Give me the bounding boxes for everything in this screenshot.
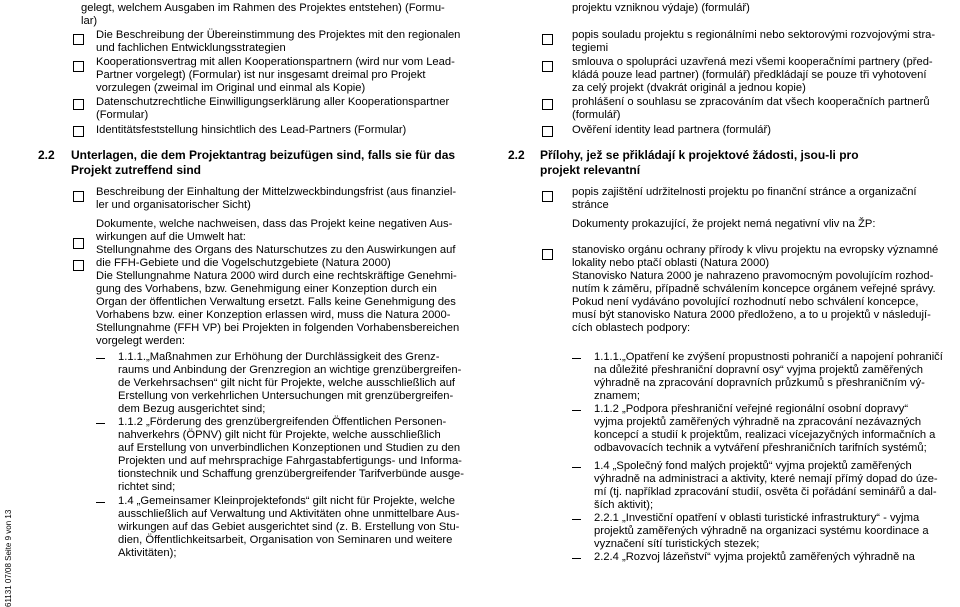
bullet-item: 2.2.4 „Rozvoj lázeňství“ vyjma projektů zaměřených výhradně na — [594, 551, 915, 563]
item-text: Kooperationsvertrag mit allen Kooperationspartnern (wird nur vom Lead- Partner vorgelegt) (Formular) ist nur insgesamt dreimal pro Projekt vorzulegen (zweimal im Original und einmal als Kopie) — [96, 56, 455, 94]
item-text: Beschreibung der Einhaltung der Mittelzweckbindungsfrist (aus finanziel- ler und organisatorischer Sicht) — [96, 186, 457, 211]
checkbox[interactable] — [542, 249, 553, 260]
bullet-item: 1.1.2 „Podpora přeshraniční veřejné regionální osobní dopravy“ vyjma projektů zaměřených výhradně na zpracování nezávazných koncepcí a studií k projektům, realizaci vícejazyčných informačních a odbavovacích technik a vytváření přeshraničních tarifních systémů; — [594, 403, 936, 454]
checkbox[interactable] — [542, 61, 553, 72]
section-title: Unterlagen, die dem Projektantrag beizufügen sind, falls sie für das Projekt zutreffend sind — [71, 148, 456, 177]
bullet-dash — [96, 502, 105, 503]
bullet-item: 1.1.1.„Maßnahmen zur Erhöhung der Durchlässigkeit des Grenz- raums und Anbindung der Grenzregion an wichtige grenzübergreifen- de Verkehrsachsen“ gilt nicht für Projekte, welche ausschließlich auf Erstellung von verkehrlichen Untersuchungen mit grenzübergreifen- dem Bezug ausgerichtet sind; — [118, 351, 462, 415]
checkbox[interactable] — [73, 126, 84, 137]
section-number: 2.2 — [38, 148, 55, 162]
item-text: stanovisko orgánu ochrany přírody k vlivu projektu na evropsky významné lokality nebo ptačí oblasti (Natura 2000) Stanovisko Natura 2000 je nahrazeno pravomocným povolujícím rozhod- nutím k záměru, případně schválením koncepce orgánem veřejné správy. Pokud není vydáváno povolující rozhodnutí nebo schválení koncepce, musí být stanovisko Natura 2000 předloženo, a to u projektů v následují- cích oblastech podpory: — [572, 244, 939, 334]
checkbox[interactable] — [542, 34, 553, 45]
section-title: Přílohy, jež se přikládají k projektové žádosti, jsou-li pro projekt relevantní — [540, 148, 859, 177]
item-text: Dokumente, welche nachweisen, dass das Projekt keine negativen Aus- wirkungen auf die Umwelt hat: — [96, 218, 453, 243]
item-text: popis souladu projektu s regionálními nebo sektorovými rozvojovými stra- tegiemi — [572, 29, 936, 54]
checkbox[interactable] — [73, 191, 84, 202]
bullet-dash — [96, 358, 105, 359]
bullet-item: 1.4 „Gemeinsamer Kleinprojektefonds“ gilt nicht für Projekte, welche ausschließlich auf Verwaltung und Aktivitäten ohne unmittelbare Aus- wirkungen auf das Gebiet ausgerichtet sind (z. B. Erstellung von Stu- dien, Öffentlichkeitsarbeit, Organisation von Seminaren und weitere Aktivitäten); — [118, 495, 460, 559]
item-text: popis zajištění udržitelnosti projektu po finanční stránce a organizační stránce — [572, 186, 917, 211]
bullet-dash — [96, 423, 105, 424]
item-text: gelegt, welchem Ausgaben im Rahmen des Projektes entstehen) (Formu- lar) — [81, 2, 445, 27]
page-footer: 61131 07/08 Seite 9 von 13 — [4, 509, 13, 607]
checkbox[interactable] — [542, 191, 553, 202]
checkbox[interactable] — [73, 238, 84, 249]
bullet-item: 1.1.1.„Opatření ke zvýšení propustnosti pohraničí a napojení pohraničí na důležité přeshraniční dopravní osy“ vyjma projektů zaměřených výhradně na zpracování dopravních průzkumů s přeshraničním vý- znamem; — [594, 351, 943, 402]
item-text: prohlášení o souhlasu se zpracováním dat všech kooperačních partnerů (formulář) — [572, 96, 930, 121]
item-text: Ověření identity lead partnera (formulář) — [572, 124, 771, 136]
item-text: Identitätsfeststellung hinsichtlich des Lead-Partners (Formular) — [96, 124, 407, 136]
bullet-item: 1.4 „Společný fond malých projektů“ vyjma projektů zaměřených výhradně na administraci a aktivity, které nemají přímý dopad do úze- mí (tj. například zpracování studií, osvěta či pořádání seminářů a dal- ších aktivit); — [594, 460, 938, 511]
item-text: Datenschutzrechtliche Einwilligungserklärung aller Kooperationspartner (Formular) — [96, 96, 450, 121]
bullet-item: 1.1.2 „Förderung des grenzübergreifenden Öffentlichen Personen- nahverkehrs (ÖPNV) gilt nicht für Projekte, welche ausschließlich auf Erstellung von unverbindlichen Konzeptionen und Studien zu den Projekten und auf mehrsprachige Fahrgastabfertigungs- und Informa- tionstechnik und Schaffung grenzübergreifender Tarifverbünde ausge- richtet sind; — [118, 416, 465, 493]
checkbox[interactable] — [73, 260, 84, 271]
bullet-dash — [572, 467, 581, 468]
checkbox[interactable] — [542, 126, 553, 137]
bullet-dash — [572, 358, 581, 359]
bullet-dash — [572, 519, 581, 520]
checkbox[interactable] — [73, 61, 84, 72]
bullet-item: 2.2.1 „Investiční opatření v oblasti turistické infrastruktury“ - vyjma projektů zaměřených výhradně na organizaci systému koordinace a vyznačení sítí turistických stezek; — [594, 512, 929, 550]
item-text: Dokumenty prokazující, že projekt nemá negativní vliv na ŽP: — [572, 218, 876, 230]
checkbox[interactable] — [73, 99, 84, 110]
item-text: Die Beschreibung der Übereinstimmung des Projektes mit den regionalen und fachlichen Entwicklungsstrategien — [96, 29, 461, 54]
bullet-dash — [572, 558, 581, 559]
bullet-dash — [572, 410, 581, 411]
item-text: Stellungnahme des Organs des Naturschutzes zu den Auswirkungen auf die FFH-Gebiete und die Vogelschutzgebiete (Natura 2000) Die Stellungnahme Natura 2000 wird durch eine rechtskräftige Genehmi- gung des Vorhabens, bzw. Genehmigung einer Konzeption durch ein Organ der öffentlichen Verwaltung ersetzt. Falls keine Genehmigung des Vorhabens bzw. einer Konzeption erlassen wird, muss die Natura 2000- Stellungnahme (FFH VP) bei Projekten in folgenden Vorhabensbereichen vorgelegt werden: — [96, 244, 460, 347]
checkbox[interactable] — [542, 99, 553, 110]
item-text: smlouva o spolupráci uzavřená mezi všemi kooperačními partnery (před- kládá pouze lead partner) (formulář) předkládají se pouze tři vyhotovení za celý projekt (dvakrát originál a jednou kopie) — [572, 56, 933, 94]
checkbox[interactable] — [73, 34, 84, 45]
item-text: projektu vzniknou výdaje) (formulář) — [572, 2, 750, 14]
section-number: 2.2 — [508, 148, 525, 162]
